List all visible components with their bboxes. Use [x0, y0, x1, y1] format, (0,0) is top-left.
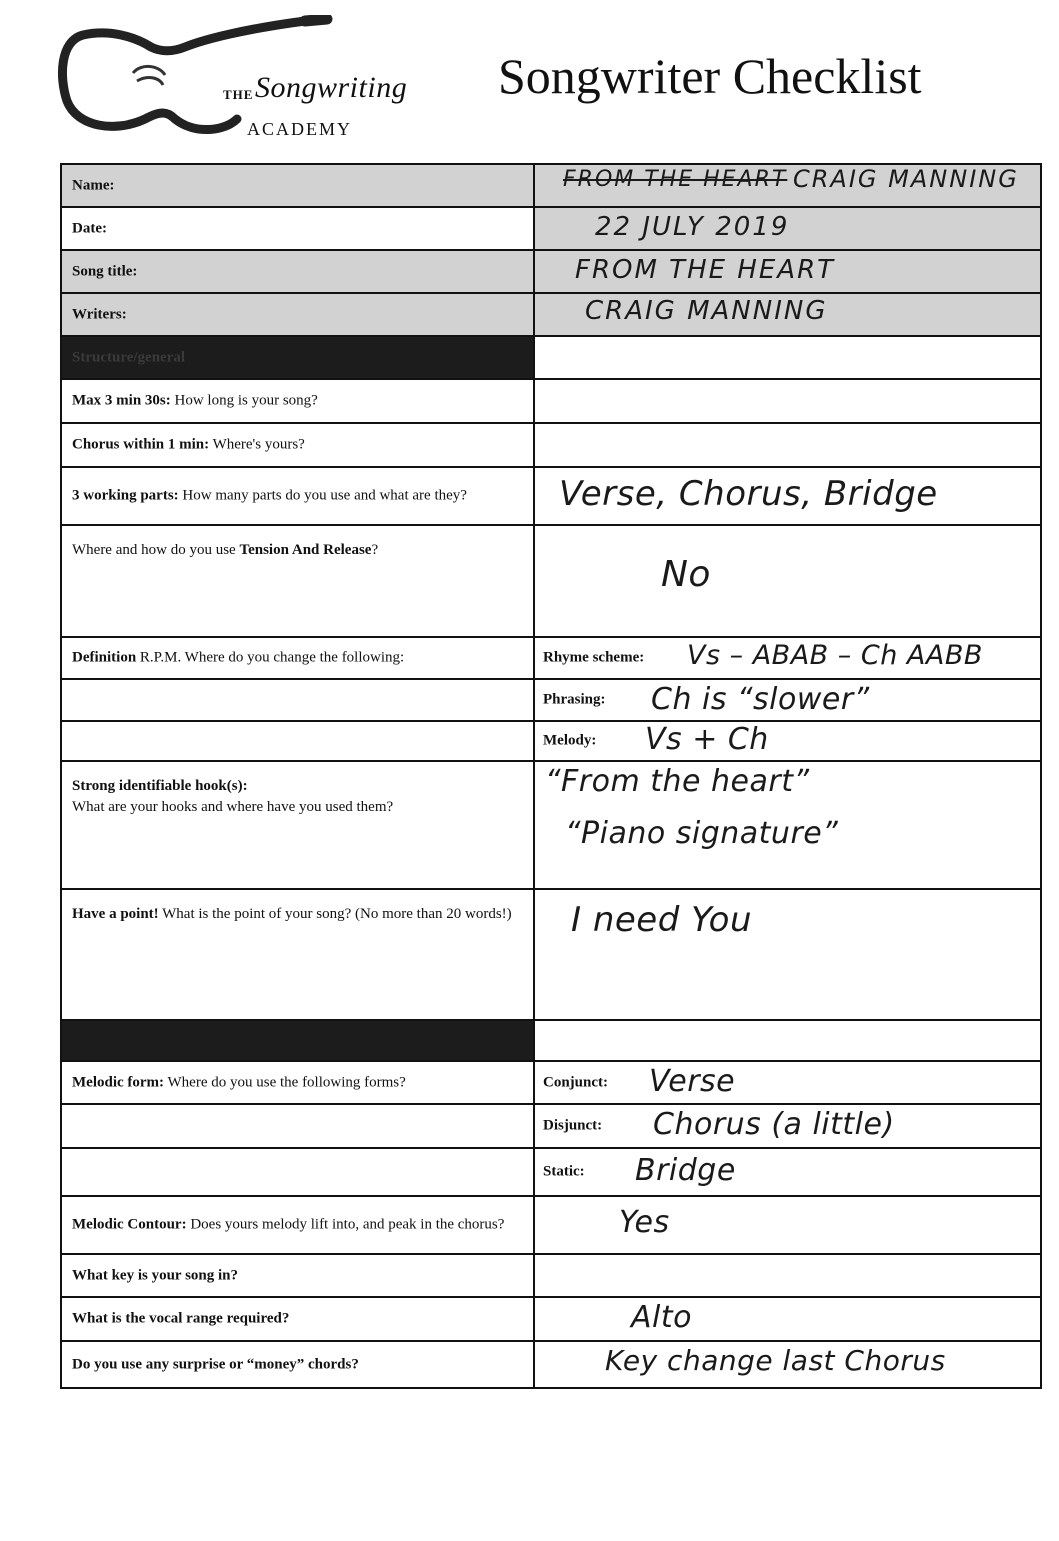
melody-field[interactable] [535, 722, 1040, 760]
song-title-label: Song title: [72, 263, 138, 279]
working-parts-row [62, 468, 1040, 526]
phrasing-answer: Ch is “slower” [651, 682, 870, 717]
key-field[interactable] [535, 1255, 1040, 1296]
money-chords-answer: Key change last Chorus [605, 1344, 946, 1377]
song-title-field[interactable] [535, 251, 1040, 292]
key-label: What key is your song in? [72, 1267, 239, 1283]
tension-row [62, 526, 1040, 638]
melody-row [62, 722, 1040, 762]
key-row [62, 1255, 1040, 1298]
name-struck-answer: FROM THE HEART [563, 167, 788, 192]
contour-label: Melodic Contour: Does yours melody lift into, and peak in the chorus? [72, 1216, 505, 1233]
name-answer: CRAIG MANNING [793, 165, 1019, 193]
chorus-time-label: Chorus within 1 min: Where's yours? [72, 436, 305, 453]
tension-answer: No [661, 554, 711, 595]
vocal-range-answer: Alto [631, 1300, 692, 1335]
melodic-form-label: Melodic form: Where do you use the following forms? [72, 1074, 406, 1090]
date-row [62, 208, 1040, 251]
vocal-range-field[interactable] [535, 1298, 1040, 1340]
logo-academy: ACADEMY [247, 119, 353, 139]
rhyme-scheme-answer: Vs – ABAB – Ch AABB [687, 640, 983, 671]
academy-logo [55, 15, 408, 140]
checklist-form [60, 163, 1042, 1389]
phrasing-label: Phrasing: [543, 691, 606, 708]
static-row [62, 1149, 1040, 1197]
contour-field[interactable] [535, 1197, 1040, 1253]
vocal-range-label: What is the vocal range required? [72, 1310, 290, 1327]
melody-answer: Vs + Ch [645, 722, 769, 757]
hooks-answer-1: “From the heart” [545, 764, 810, 799]
conjunct-label: Conjunct: [543, 1074, 609, 1090]
static-answer: Bridge [635, 1153, 736, 1188]
max-length-row [62, 380, 1040, 424]
song-title-row [62, 251, 1040, 294]
writers-row [62, 294, 1040, 337]
date-field[interactable] [535, 208, 1040, 249]
melodic-form-row [62, 1062, 1040, 1105]
rhyme-scheme-label: Rhyme scheme: [543, 649, 645, 666]
money-chords-row [62, 1342, 1040, 1387]
disjunct-row [62, 1105, 1040, 1149]
song-title-answer: FROM THE HEART [575, 255, 836, 285]
point-field[interactable] [535, 890, 1040, 1019]
tension-field[interactable] [535, 526, 1040, 636]
static-field[interactable] [535, 1149, 1040, 1195]
hooks-answer-2: “Piano signature” [565, 816, 839, 851]
structure-section-label: Structure/general [72, 349, 186, 365]
rpm-row [62, 638, 1040, 680]
conjunct-field[interactable] [535, 1062, 1040, 1103]
rpm-label: Definition R.P.M. Where do you change the following: [72, 649, 405, 666]
tension-label: Where and how do you use Tension And Release? [72, 542, 379, 558]
static-label: Static: [543, 1163, 585, 1180]
point-label: Have a point! What is the point of your song? (No more than 20 words!) [72, 906, 512, 922]
money-chords-field[interactable] [535, 1342, 1040, 1387]
disjunct-field[interactable] [535, 1105, 1040, 1147]
melody-section-row [62, 1021, 1040, 1062]
melody-label: Melody: [543, 732, 597, 749]
hooks-field[interactable] [535, 762, 1040, 888]
date-answer: 22 JULY 2019 [595, 212, 790, 242]
point-row [62, 890, 1040, 1021]
logo-script: Songwriting [255, 71, 408, 104]
conjunct-answer: Verse [649, 1064, 736, 1099]
name-label: Name: [72, 177, 115, 193]
working-parts-answer: Verse, Chorus, Bridge [559, 474, 938, 514]
phrasing-field[interactable] [535, 680, 1040, 720]
disjunct-label: Disjunct: [543, 1117, 603, 1134]
hooks-row [62, 762, 1040, 890]
writers-answer: CRAIG MANNING [585, 296, 828, 326]
contour-answer: Yes [619, 1205, 670, 1240]
max-length-label: Max 3 min 30s: How long is your song? [72, 392, 318, 409]
disjunct-answer: Chorus (a little) [653, 1107, 895, 1142]
writers-label: Writers: [72, 306, 127, 322]
contour-row [62, 1197, 1040, 1255]
rhyme-scheme-field[interactable] [535, 638, 1040, 678]
money-chords-label: Do you use any surprise or “money” chords? [72, 1356, 359, 1372]
point-answer: I need You [571, 900, 752, 940]
logo-the: THE [223, 87, 254, 102]
max-length-field[interactable] [535, 380, 1040, 422]
vocal-range-row [62, 1298, 1040, 1342]
working-parts-label: 3 working parts: How many parts do you use and what are they? [72, 487, 467, 504]
name-row [62, 165, 1040, 208]
writers-field[interactable] [535, 294, 1040, 335]
phrasing-row [62, 680, 1040, 722]
name-field[interactable] [535, 165, 1040, 206]
chorus-time-field[interactable] [535, 424, 1040, 466]
page-title: Songwriter Checklist [498, 48, 922, 104]
hooks-label: Strong identifiable hook(s): What are your hooks and where have you used them? [72, 778, 394, 815]
structure-section-row [62, 337, 1040, 380]
date-label: Date: [72, 220, 107, 236]
chorus-time-row [62, 424, 1040, 468]
working-parts-field[interactable] [535, 468, 1040, 524]
